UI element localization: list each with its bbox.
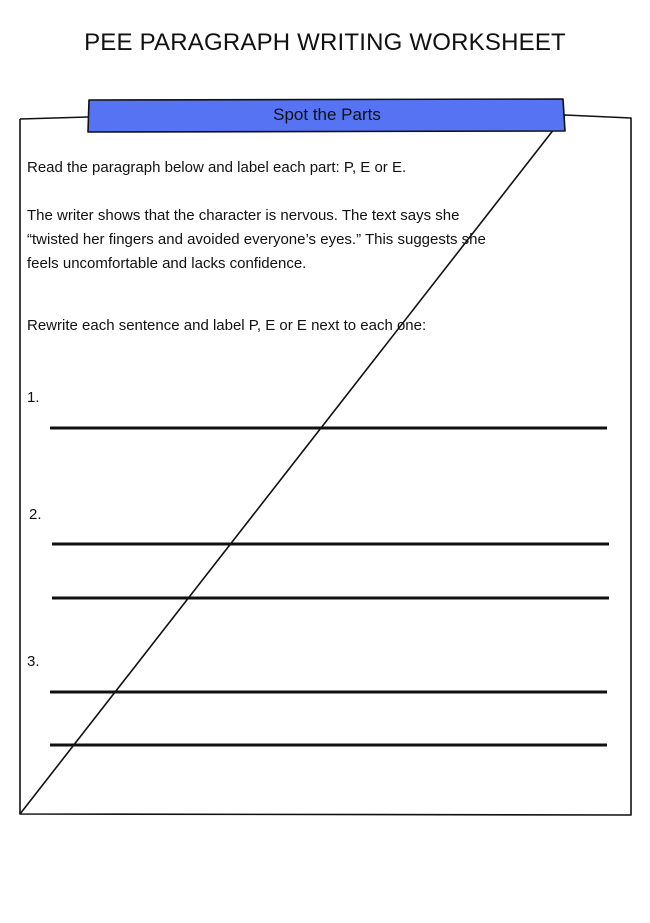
item-number-2: 2. [29,506,42,523]
paragraph-line-3: feels uncomfortable and lacks confidence. [27,255,307,272]
instruction-rewrite: Rewrite each sentence and label P, E or E next to each one: [27,317,427,334]
item-number-3: 3. [27,653,40,670]
worksheet-title: PEE PARAGRAPH WRITING WORKSHEET [84,29,566,56]
instruction-label-parts: Read the paragraph below and label each part: P, E or E. [27,159,407,176]
item-number-1: 1. [27,389,40,406]
paragraph-line-2: “twisted her fingers and avoided everyone’s eyes.” This suggests she [27,231,486,248]
section-tab-label: Spot the Parts [273,105,381,124]
paragraph-line-1: The writer shows that the character is nervous. The text says she [27,207,460,224]
